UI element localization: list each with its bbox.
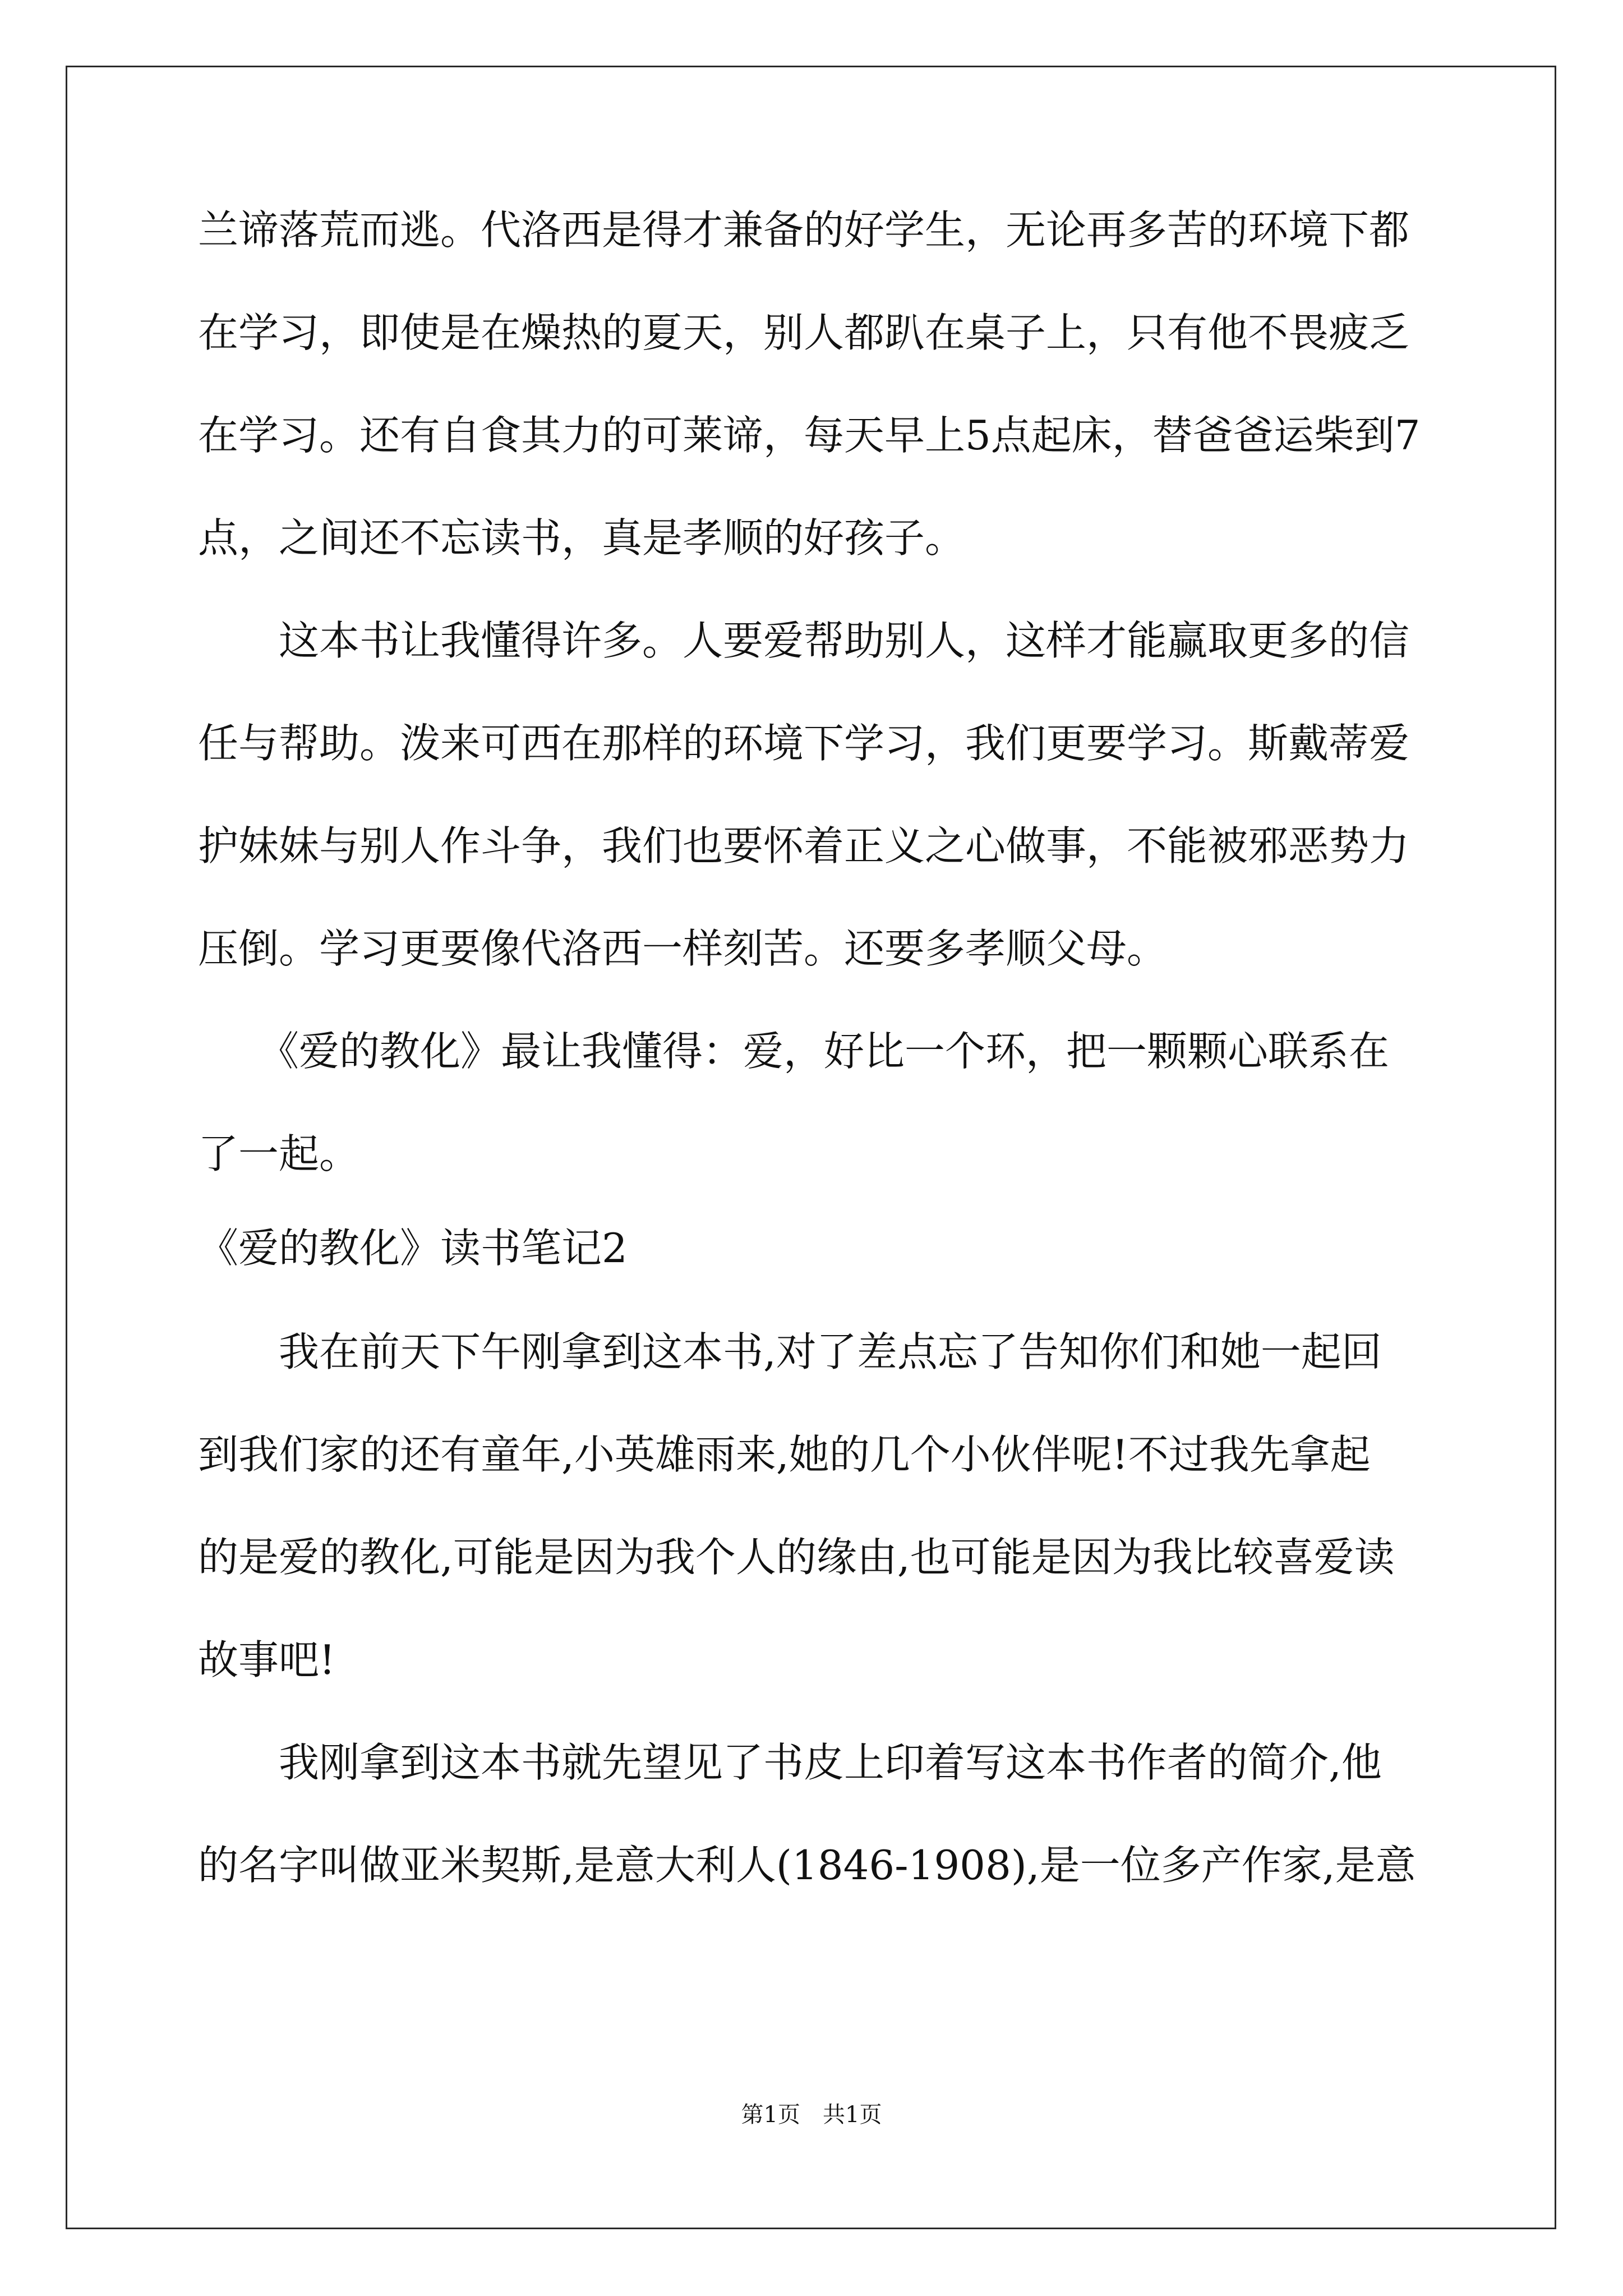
text-line: 的是爱的教化,可能是因为我个人的缘由,也可能是因为我比较喜爱读 — [198, 1534, 1395, 1581]
section-heading: 《爱的教化》读书笔记2 — [198, 1225, 628, 1272]
text-line: 护妹妹与别人作斗争，我们也要怀着正义之心做事，不能被邪恶势力 — [198, 822, 1410, 869]
text-line: 《爱的教化》最让我懂得：爱，好比一个环，把一颗颗心联系在 — [198, 1028, 1390, 1075]
text-line: 故事吧! — [198, 1636, 335, 1683]
text-line: 在学习，即使是在燥热的夏天，别人都趴在桌子上，只有他不畏疲乏 — [198, 309, 1410, 356]
text-line: 这本书让我懂得许多。人要爱帮助别人，这样才能赢取更多的信 — [198, 617, 1410, 664]
text-line: 我在前天下午刚拿到这本书,对了差点忘了告知你们和她一起回 — [198, 1328, 1382, 1375]
text-line: 的名字叫做亚米契斯,是意大利人(1846-1908),是一位多产作家,是意 — [198, 1842, 1416, 1889]
text-line: 点，之间还不忘读书，真是孝顺的好孩子。 — [198, 514, 966, 562]
text-line: 兰谛落荒而逃。代洛西是得才兼备的好学生，无论再多苦的环境下都 — [198, 206, 1410, 254]
page-footer: 第1页 共1页 — [741, 2102, 882, 2128]
text-line: 了一起。 — [198, 1130, 360, 1177]
text-line: 任与帮助。泼来可西在那样的环境下学习，我们更要学习。斯戴蒂爱 — [198, 720, 1410, 767]
text-line: 我刚拿到这本书就先望见了书皮上印着写这本书作者的简介,他 — [198, 1739, 1382, 1786]
text-line: 压倒。学习更要像代洛西一样刻苦。还要多孝顺父母。 — [198, 925, 1168, 972]
text-line: 到我们家的还有童年,小英雄雨来,她的几个小伙伴呢!不过我先拿起 — [198, 1431, 1371, 1478]
text-line: 在学习。还有自食其力的可莱谛，每天早上5点起床，替爸爸运柴到7 — [198, 412, 1421, 459]
